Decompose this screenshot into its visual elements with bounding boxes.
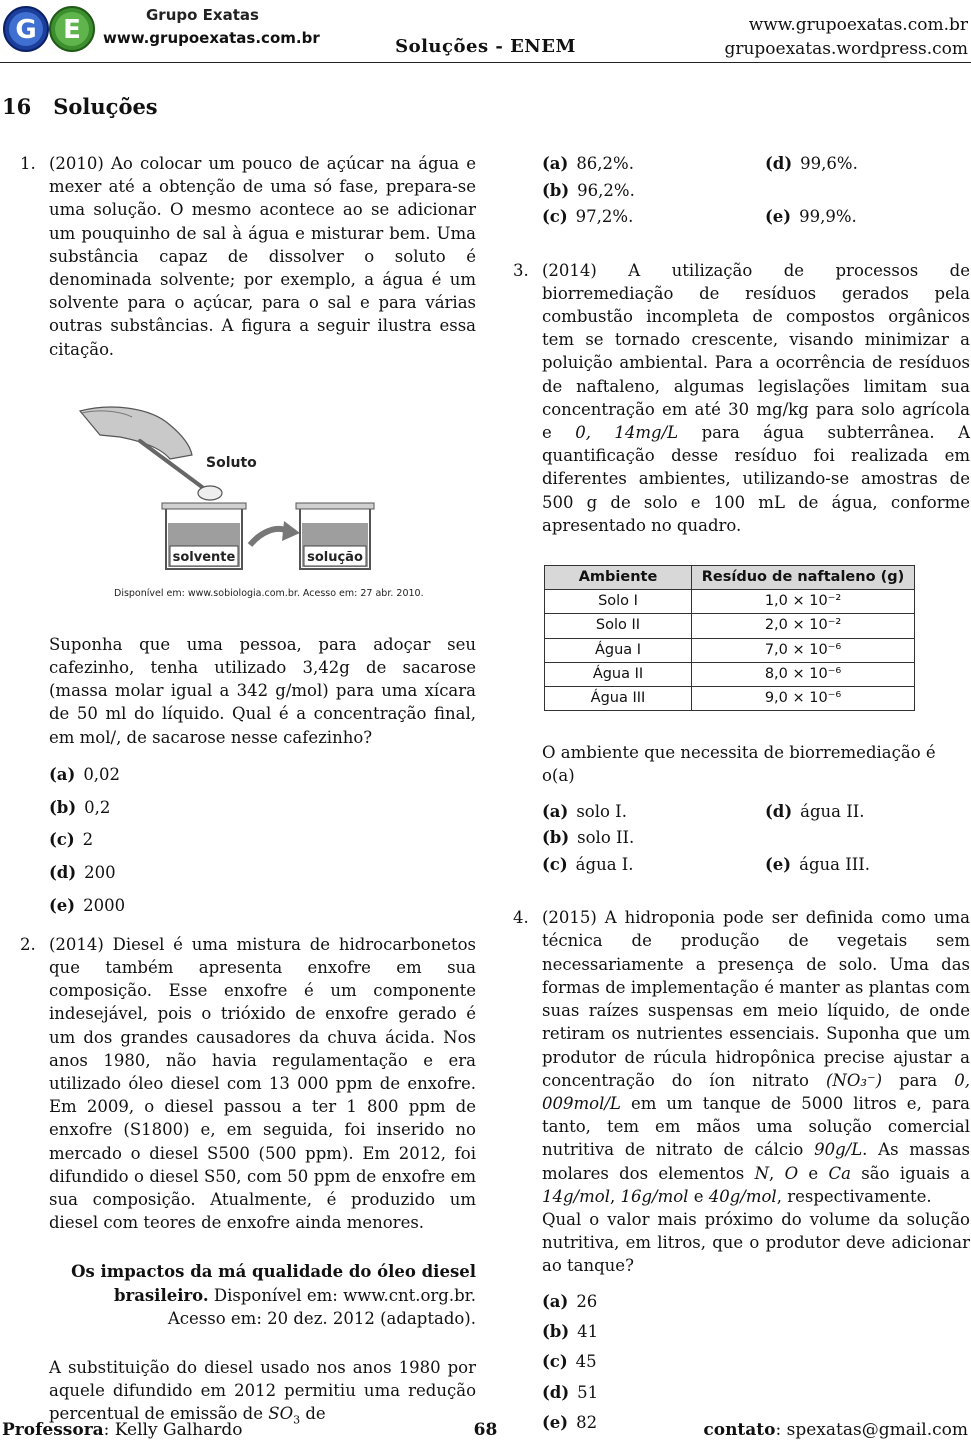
option-a[interactable] — [542, 800, 765, 823]
math-mass-ca: 40g/mol — [708, 1186, 777, 1206]
question-3-prompt: O ambiente que necessita de biorremediação é o(a) — [542, 743, 936, 786]
question-3-continued — [513, 741, 970, 876]
table-row — [545, 638, 915, 662]
question-2-source — [49, 1260, 476, 1330]
figure-caption: Disponível em: www.sobiologia.com.br. Acesso em: 27 abr. 2010. — [114, 587, 424, 599]
option-letter: (b) — [542, 1321, 570, 1341]
math-element-o: O — [784, 1163, 799, 1183]
question-2 — [20, 933, 476, 1432]
table-row — [545, 590, 915, 614]
header-title: Soluções - ENEM — [395, 36, 576, 57]
option-e[interactable] — [49, 894, 476, 927]
option-text: 97,2%. — [575, 207, 634, 227]
option-letter: (d) — [49, 863, 77, 883]
table-row — [545, 662, 915, 686]
option-c[interactable] — [542, 205, 765, 228]
table-header: Ambiente — [545, 566, 692, 590]
question-3-text: (2014) A utilização de processos de biorremediação de resíduos gerados pela combustão incompleta de compostos orgânicos tem se tornado crescente, visando minimizar a poluição ambiental. Para a ocorrência de resíduos de naftaleno, algumas legislações limitam sua concentração em até 30 mg/kg para solo agrícola e 0, 14mg/L para água subterrânea. A quantificação desse resíduo foi realizada em diferentes ambientes, utilizando-se amostras de 500 g de solo e 100 mL de água, conforme apresentado no quadro. — [542, 260, 970, 535]
option-letter: (a) — [542, 154, 569, 173]
option-text: solo II. — [577, 828, 635, 848]
table-cell: 8,0 × 10⁻⁶ — [692, 662, 915, 686]
label-solucao: solução — [307, 549, 363, 565]
option-letter: (e) — [542, 1413, 569, 1433]
option-text: água III. — [799, 855, 871, 875]
question-3-number: 3. — [513, 260, 529, 280]
math-element-n: N — [754, 1163, 770, 1183]
question-4-prompt: Qual o valor mais próximo do volume da solução nutritiva, em litros, que o produtor deve adicionar ao tanque? — [542, 1209, 970, 1276]
option-d[interactable] — [542, 1381, 970, 1411]
option-letter: (d) — [765, 154, 793, 173]
table-row — [545, 687, 915, 711]
option-a[interactable] — [542, 1290, 970, 1320]
option-text: 96,2%. — [577, 180, 635, 200]
option-letter: (b) — [49, 797, 77, 817]
question-2-number: 2. — [20, 934, 36, 954]
option-c[interactable] — [49, 828, 476, 861]
page-header — [0, 0, 971, 63]
question-4 — [513, 906, 970, 1441]
option-text: 86,2%. — [576, 154, 634, 173]
label-solvente: solvente — [172, 549, 236, 565]
math-mass-o: 16g/mol — [620, 1186, 689, 1206]
right-column — [513, 152, 970, 1441]
option-text: solo I. — [576, 801, 627, 821]
option-letter: (d) — [542, 1382, 570, 1402]
solution-figure — [20, 385, 476, 621]
logo-letter-e: E — [63, 15, 81, 45]
question-1 — [20, 152, 476, 927]
math-nitrate-ion: (NO₃⁻) — [825, 1070, 883, 1090]
option-empty — [765, 179, 971, 202]
source-access: Acesso em: 20 dez. 2012 (adaptado). — [167, 1308, 476, 1328]
table-header-row — [545, 566, 915, 590]
option-letter: (e) — [49, 896, 76, 916]
logo-letter-g: G — [15, 15, 37, 45]
header-link-site[interactable]: www.grupoexatas.com.br — [748, 15, 968, 35]
math-concentration: 0, 009mol/L — [542, 1070, 970, 1113]
option-text: 0,2 — [84, 797, 111, 817]
option-text: 26 — [576, 1291, 598, 1311]
question-4-number: 4. — [513, 908, 529, 928]
option-text: 2000 — [83, 896, 126, 916]
option-empty — [765, 826, 971, 849]
naphthalene-table — [544, 565, 915, 711]
option-e[interactable] — [765, 853, 971, 876]
option-letter: (a) — [49, 764, 76, 784]
math-mass-n: 14g/mol — [542, 1186, 610, 1206]
brand-name: Grupo Exatas — [146, 6, 259, 24]
option-b[interactable] — [542, 1320, 970, 1350]
option-text: 0,02 — [83, 764, 121, 784]
option-text: 99,9%. — [799, 207, 857, 227]
table-cell: Solo II — [545, 614, 692, 638]
option-text: 45 — [575, 1352, 597, 1372]
option-letter: (b) — [542, 180, 570, 200]
source-title: Os impactos da má qualidade do óleo diesel brasileiro. — [71, 1262, 476, 1305]
option-c[interactable] — [542, 1350, 970, 1380]
question-2-text: (2014) Diesel é uma mistura de hidrocarbonetos que também apresenta enxofre em sua composição. Esse enxofre é um componente indesejável, pois o trióxido de enxofre gerado é um dos grandes causadores da chuva ácida. Nos anos 1980, não havia regulamentação e era utilizado óleo diesel com 13 000 ppm de enxofre. Em 2009, o diesel passou a ter 1 800 ppm de enxofre (S1800) e, em seguida, foi inserido no mercado o diesel S500 (500 ppm). Em 2012, foi difundido o diesel S50, com 50 ppm de enxofre em sua composição. Atualmente, é produzido um diesel com teores de enxofre ainda menores. — [49, 934, 476, 1233]
option-d[interactable] — [49, 861, 476, 894]
section-name: Soluções — [53, 94, 158, 119]
option-text: 41 — [577, 1321, 599, 1341]
math-limit: 0, 14mg/L — [575, 423, 679, 443]
section-number: 16 — [2, 94, 32, 119]
header-link-blog[interactable]: grupoexatas.wordpress.com — [724, 39, 968, 59]
table-cell: 7,0 × 10⁻⁶ — [692, 638, 915, 662]
prompt-end: de — [305, 1404, 326, 1424]
table-cell: 9,0 × 10⁻⁶ — [692, 687, 915, 711]
table-cell: Água I — [545, 638, 692, 662]
option-e[interactable] — [765, 205, 971, 228]
contact-email[interactable]: : spexatas@gmail.com — [775, 1420, 968, 1440]
question-1-number: 1. — [20, 154, 36, 173]
option-text: 99,6%. — [800, 154, 858, 173]
option-b[interactable] — [542, 826, 765, 849]
brand-url: www.grupoexatas.com.br — [103, 29, 320, 47]
option-b[interactable] — [542, 179, 765, 202]
option-c[interactable] — [542, 853, 765, 876]
option-letter: (e) — [765, 207, 792, 227]
option-letter: (e) — [765, 855, 792, 875]
option-d[interactable] — [765, 800, 971, 823]
option-text: água I. — [575, 855, 634, 875]
teacher-name: : Kelly Galhardo — [103, 1420, 243, 1440]
formula-so3: $SO_3$ — [268, 1404, 301, 1427]
question-3-options — [542, 800, 970, 877]
option-letter: (c) — [542, 1352, 568, 1372]
option-d[interactable] — [765, 152, 971, 175]
option-letter: (a) — [542, 1291, 569, 1311]
table-cell: Água III — [545, 687, 692, 711]
question-4-options — [542, 1290, 970, 1442]
option-letter: (c) — [542, 855, 568, 875]
table-header: Resíduo de naftaleno (g) — [692, 566, 915, 590]
option-text: 51 — [577, 1382, 599, 1402]
label-soluto: Soluto — [206, 454, 257, 471]
math-element-ca: Ca — [828, 1163, 851, 1183]
option-letter: (b) — [542, 828, 570, 848]
left-column — [20, 152, 476, 1432]
question-2-continued — [513, 152, 970, 229]
question-1-text: (2010) Ao colocar um pouco de açúcar na água e mexer até a obtenção de uma só fase, prepara-se uma solução. O mesmo acontece ao se adicionar um pouquinho de sal à água e misturar bem. Uma substância capaz de dissolver o soluto é denominada solvente; por exemplo, a água é um solvente para o açúcar, para o sal e para várias outras substâncias. A figura a seguir ilustra essa citação. — [49, 154, 476, 359]
option-letter: (d) — [765, 801, 793, 821]
table-cell: 2,0 × 10⁻² — [692, 614, 915, 638]
option-text: 200 — [84, 863, 116, 883]
page-number: 68 — [473, 1420, 498, 1440]
question-2-options — [542, 152, 970, 229]
table-row — [545, 614, 915, 638]
page-footer — [0, 1420, 971, 1442]
question-1-options — [49, 763, 476, 927]
question-4-text: (2015) A hidroponia pode ser definida como uma técnica de produção de vegetais sem necessariamente a presença de solo. Uma das formas de implementação é manter as plantas com suas raízes suspensas em meio líquido, de onde retiram os nutrientes essenciais. Suponha que um produtor de rúcula hidropônica precise ajustar a concentração do íon nitrato (NO₃⁻) para 0, 009mol/L em um tanque de 5000 litros e, para tanto, tem em mãos uma solução comercial nutritiva de nitrato de cálcio 90g/L. As massas molares dos elementos N, O e Ca são iguais a 14g/mol, 16g/mol e 40g/mol, respectivamente. — [542, 908, 971, 1206]
question-1-prompt: Suponha que uma pessoa, para adoçar seu cafezinho, tenha utilizado 3,42g de sacarose (massa molar igual a 342 g/mol) para uma xícara de 50 ml do líquido. Qual é a concentração final, em mol/, de sacarose nesse cafezinho? — [49, 634, 476, 747]
option-letter: (a) — [542, 801, 569, 821]
contact-label: contato — [703, 1420, 776, 1440]
option-letter: (c) — [542, 207, 568, 227]
option-letter: (c) — [49, 830, 75, 850]
math-commercial-concentration: 90g/L — [814, 1140, 863, 1160]
question-3 — [513, 259, 970, 537]
teacher-label: Professora — [2, 1420, 104, 1440]
option-text: 2 — [82, 830, 94, 850]
footer-contact — [703, 1420, 968, 1440]
prompt-text: A substituição do diesel usado nos anos 1980 por aquele difundido em 2012 permitiu uma redução percentual de emissão de — [49, 1358, 476, 1424]
option-text: água II. — [800, 801, 865, 821]
table-cell: 1,0 × 10⁻² — [692, 590, 915, 614]
header-links — [724, 13, 968, 61]
option-a[interactable] — [49, 763, 476, 796]
source-link: Disponível em: www.cnt.org.br. — [213, 1285, 476, 1305]
option-text: 82 — [576, 1413, 598, 1433]
table-cell: Solo I — [545, 590, 692, 614]
table-cell: Água II — [545, 662, 692, 686]
option-a[interactable] — [542, 152, 765, 175]
option-b[interactable] — [49, 796, 476, 829]
section-title — [2, 94, 158, 119]
